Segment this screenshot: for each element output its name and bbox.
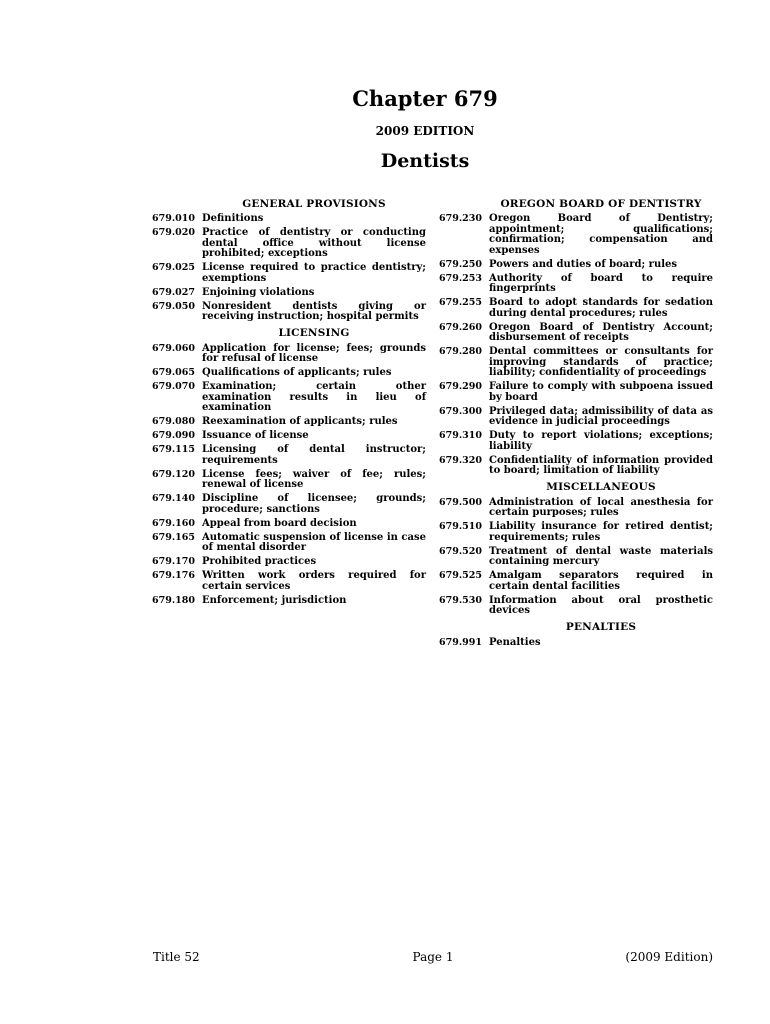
section-description: Board to adopt standards for sedation during dental procedures; rules [489, 297, 713, 319]
section-heading: PENALTIES [565, 620, 637, 633]
toc-entry [152, 228, 426, 260]
section-number: 679.525 [439, 570, 482, 581]
section-description: Liability insurance for retired dentist; requirements; rules [489, 521, 713, 543]
section-number: 679.310 [439, 430, 482, 441]
section-description: License required to practice dentistry; exemptions [202, 262, 426, 284]
section-heading: MISCELLANEOUS [546, 480, 656, 493]
toc-entry [439, 571, 713, 592]
toc-entry [152, 431, 426, 442]
section-description: Enforcement; jurisdiction [202, 594, 347, 606]
section-description: Qualifications of applicants; rules [202, 367, 392, 378]
section-description: Application for license; fees; grounds for refusal of license [202, 342, 426, 364]
section-number: 679.290 [439, 381, 482, 392]
toc-entry [439, 547, 713, 568]
toc-entry [439, 347, 713, 379]
toc-entry [152, 557, 426, 568]
toc-entry [439, 407, 713, 428]
footer-edition: (2009 Edition) [625, 950, 713, 964]
section-description: Authority of board to require fingerprints [489, 272, 713, 294]
section-description: Oregon Board of Dentistry Account; disbursement of receipts [489, 321, 713, 343]
section-description: Discipline of licensee; grounds; procedure; sanctions [202, 493, 426, 515]
section-description: Confidentiality of information provided to board; limitation of liability [489, 454, 713, 476]
section-description: License fees; waiver of fee; rules; renewal of license [202, 468, 426, 490]
section-heading: LICENSING [278, 326, 350, 339]
section-description: Amalgam separators required in certain dental facilities [489, 570, 713, 592]
toc-entry [152, 382, 426, 414]
section-description: Practice of dentistry or conducting dental office without license prohibited; exceptions [202, 227, 426, 259]
toc-entry [439, 274, 713, 295]
toc-entry [439, 456, 713, 477]
section-number: 679.255 [439, 297, 482, 308]
section-description: Definitions [202, 213, 264, 224]
section-description: Nonresident dentists giving or receiving instruction; hospital permits [202, 300, 426, 322]
toc-entry [152, 445, 426, 466]
toc-entry [439, 638, 713, 649]
toc-entry [152, 519, 426, 530]
section-number: 679.250 [439, 258, 482, 270]
toc-entry [439, 498, 713, 519]
section-number: 679.160 [152, 517, 195, 529]
toc-entry [439, 260, 713, 271]
section-number: 679.120 [152, 468, 195, 480]
section-number: 679.300 [439, 405, 482, 417]
section-number: 679.070 [152, 381, 195, 392]
section-description: Enjoining violations [202, 286, 315, 298]
section-heading: GENERAL PROVISIONS [242, 198, 386, 210]
section-number: 679.180 [152, 594, 195, 606]
toc-entry [152, 344, 426, 365]
toc-entry [439, 298, 713, 319]
section-number: 679.010 [152, 213, 195, 224]
section-description: Appeal from board decision [202, 517, 357, 529]
section-description: Failure to comply with subpoena issued by board [489, 381, 713, 403]
toc-entry [152, 302, 426, 323]
section-description: Oregon Board of Dentistry; appointment; qualifications; confirmation; compensation and expenses [489, 213, 713, 256]
section-description: Powers and duties of board; rules [489, 258, 678, 270]
footer-page-number: Page 1 [412, 950, 454, 964]
toc-entry [152, 368, 426, 379]
toc-entry [152, 263, 426, 284]
edition-label: 2009 EDITION [375, 124, 475, 138]
section-description: Written work orders required for certain services [202, 570, 426, 592]
section-description: Administration of local anesthesia for certain purposes; rules [489, 496, 713, 518]
section-description: Penalties [489, 636, 541, 648]
toc-entry [152, 571, 426, 592]
section-description: Treatment of dental waste materials containing mercury [489, 545, 713, 567]
section-number: 679.165 [152, 531, 195, 543]
section-number: 679.500 [439, 496, 482, 508]
section-number: 679.530 [439, 594, 482, 606]
toc-entry [439, 431, 713, 452]
toc-entry [152, 470, 426, 491]
toc-entry [152, 533, 426, 554]
section-description: Examination; certain other examination results in lieu of examination [202, 381, 426, 413]
section-description: Reexamination of applicants; rules [202, 416, 398, 427]
footer-title: Title 52 [153, 950, 200, 964]
section-number: 679.140 [152, 493, 195, 504]
left-column [152, 198, 426, 610]
section-number: 679.520 [439, 545, 482, 557]
toc-entry [152, 494, 426, 515]
section-description: Information about oral prosthetic devices [489, 594, 713, 616]
section-number: 679.170 [152, 556, 195, 567]
toc-entry [152, 596, 426, 607]
section-number: 679.020 [152, 227, 195, 238]
section-number: 679.060 [152, 342, 195, 354]
section-number: 679.090 [152, 430, 195, 441]
section-number: 679.025 [152, 262, 195, 273]
section-number: 679.176 [152, 570, 195, 581]
section-description: Automatic suspension of license in case of mental disorder [202, 531, 426, 553]
section-number: 679.280 [439, 346, 482, 357]
section-description: Privileged data; admissibility of data as evidence in judicial proceedings [489, 405, 713, 427]
toc-entry [439, 214, 713, 256]
section-number: 679.991 [439, 636, 482, 648]
section-description: Dental committees or consultants for improving standards of practice; liability; confidentiality of proceedings [489, 346, 713, 378]
chapter-subject: Dentists [380, 150, 470, 172]
section-number: 679.230 [439, 213, 482, 224]
section-description: Issuance of license [202, 430, 309, 441]
toc-entry [152, 214, 426, 225]
section-number: 679.065 [152, 367, 195, 378]
section-description: Licensing of dental instructor; requirements [202, 444, 426, 466]
toc-entry [439, 522, 713, 543]
chapter-title: Chapter 679 [352, 86, 498, 111]
toc-entry [152, 288, 426, 299]
section-number: 679.253 [439, 272, 482, 284]
toc-entry [439, 382, 713, 403]
right-column [439, 198, 713, 652]
toc-entry [439, 323, 713, 344]
section-number: 679.027 [152, 286, 195, 298]
section-number: 679.260 [439, 321, 482, 333]
section-description: Prohibited practices [202, 556, 317, 567]
toc-entry [439, 596, 713, 617]
section-heading: OREGON BOARD OF DENTISTRY [500, 198, 702, 210]
section-number: 679.320 [439, 454, 482, 466]
section-number: 679.510 [439, 521, 482, 532]
section-number: 679.080 [152, 416, 195, 427]
section-number: 679.115 [152, 444, 195, 455]
toc-entry [152, 417, 426, 428]
section-number: 679.050 [152, 300, 195, 312]
section-description: Duty to report violations; exceptions; liability [489, 430, 713, 452]
